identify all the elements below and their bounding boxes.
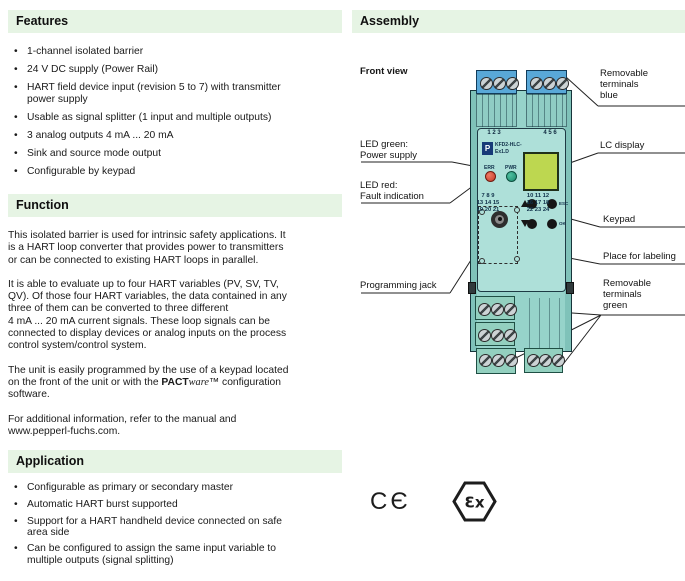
paragraph-line: 4 mA ... 20 mA current signals. These loop signals can be bbox=[8, 315, 270, 327]
power-led bbox=[506, 171, 517, 182]
feature-item bbox=[8, 148, 342, 160]
terminal-feet bbox=[476, 94, 517, 127]
application-line: • Support for a HART handheld device connected on safe bbox=[27, 515, 282, 527]
left-column bbox=[8, 10, 342, 571]
terminal-screw bbox=[480, 77, 493, 90]
terminal-feet bbox=[526, 94, 567, 127]
housing-bottom-slots bbox=[520, 298, 563, 348]
feature-line: • 1-channel isolated barrier bbox=[27, 46, 144, 57]
terminal-screw bbox=[478, 303, 491, 316]
feature-line: • Sink and source mode output bbox=[27, 147, 161, 159]
application-list bbox=[8, 482, 342, 566]
terminal-screw bbox=[527, 354, 540, 367]
terminal-screw bbox=[504, 303, 517, 316]
feature-line: • 3 analog outputs 4 mA ... 20 mA bbox=[27, 129, 174, 141]
features-list bbox=[8, 46, 342, 177]
lc-display bbox=[523, 152, 559, 191]
assembly-heading: Assembly bbox=[352, 10, 685, 33]
feature-item bbox=[8, 166, 342, 178]
terminal-numbers-bottom-right bbox=[521, 193, 555, 214]
number-row: 16 17 18 bbox=[526, 200, 550, 206]
website-url: www.pepperl-fuchs.com. bbox=[8, 425, 121, 437]
brand-name-bold: PACT bbox=[161, 376, 189, 388]
trademark-symbol: ™ bbox=[208, 376, 220, 388]
paragraph-line: The unit is easily programmed by the use of a keypad located bbox=[8, 364, 289, 376]
led-error-label: ERR bbox=[484, 165, 495, 171]
paragraph-line: connected to display devices or analog inputs on the process bbox=[8, 328, 287, 340]
callout-line: Removable bbox=[600, 68, 649, 79]
function-paragraph bbox=[8, 279, 342, 353]
mounting-hole bbox=[514, 256, 520, 262]
terminal-screw bbox=[552, 354, 565, 367]
function-paragraph bbox=[8, 365, 342, 402]
ok-button bbox=[547, 219, 557, 229]
terminals-blue-callout bbox=[600, 68, 648, 101]
terminal-screw bbox=[543, 77, 556, 90]
terminal-screw bbox=[493, 77, 506, 90]
feature-line: • Usable as signal splitter (1 input and multiple outputs) bbox=[27, 111, 272, 123]
application-line: • Configurable as primary or secondary master bbox=[27, 482, 234, 494]
blue-terminal-block bbox=[476, 70, 517, 94]
green-terminal-block bbox=[475, 296, 515, 320]
error-led bbox=[485, 171, 496, 182]
text-run: on the front of the unit or with the bbox=[8, 376, 162, 388]
feature-item bbox=[8, 130, 342, 142]
terminal-screw bbox=[491, 329, 504, 342]
function-paragraph bbox=[8, 230, 342, 267]
assembly-section bbox=[352, 0, 685, 581]
application-line: multiple outputs (signal splitting) bbox=[27, 554, 174, 566]
callout-line: Power supply bbox=[360, 150, 418, 161]
application-line: area side bbox=[27, 526, 70, 538]
mounting-clip bbox=[566, 282, 574, 294]
callout-line: Removable bbox=[603, 278, 652, 289]
paragraph-line: control system/control system. bbox=[8, 340, 147, 352]
text-run: configuration bbox=[219, 376, 282, 388]
place-for-labeling-callout: Place for labeling bbox=[603, 251, 676, 262]
number-row: 13 14 15 bbox=[476, 200, 500, 206]
application-heading: Application bbox=[8, 450, 342, 473]
programming-jack-callout: Programming jack bbox=[360, 280, 437, 291]
feature-item bbox=[8, 112, 342, 124]
paragraph-line: is a HART loop converter that provides power to transmitters bbox=[8, 242, 284, 254]
terminal-screw bbox=[478, 329, 491, 342]
front-view-label: Front view bbox=[360, 66, 408, 77]
led-power-label: PWR bbox=[505, 165, 517, 171]
model-line: KFD2-HLC- bbox=[495, 142, 522, 148]
callout-line: green bbox=[603, 300, 628, 311]
lc-display-callout: LC display bbox=[600, 140, 645, 151]
features-heading: Features bbox=[8, 10, 342, 33]
paragraph-line: three of them can be converted to three different bbox=[8, 303, 229, 315]
terminal-screw bbox=[556, 77, 569, 90]
feature-line: • HART field device input (revision 5 to 7) with transmitter bbox=[27, 82, 281, 93]
number-row: 7 8 9 bbox=[481, 193, 495, 199]
feature-item bbox=[8, 46, 342, 58]
keypad-callout: Keypad bbox=[603, 214, 636, 225]
terminals-green-callout bbox=[603, 278, 651, 311]
feature-line: • 24 V DC supply (Power Rail) bbox=[27, 64, 159, 75]
green-terminal-block bbox=[524, 348, 563, 373]
blue-terminal-block bbox=[526, 70, 567, 94]
application-item bbox=[8, 516, 342, 538]
terminal-screw bbox=[491, 303, 504, 316]
paragraph-line: This isolated barrier is used for intrinsic safety applications. It bbox=[8, 230, 286, 241]
paragraph-line: QV). Of those four HART variables, the data contained in any bbox=[8, 291, 287, 303]
terminal-screw bbox=[506, 77, 519, 90]
model-line: Ex1.D bbox=[495, 148, 509, 155]
application-line: • Automatic HART burst supported bbox=[27, 498, 178, 510]
terminal-screw bbox=[479, 354, 492, 367]
number-row: 22 23 24 bbox=[526, 207, 550, 213]
mounting-clip bbox=[468, 282, 476, 294]
callout-line: terminals bbox=[600, 79, 639, 90]
feature-line: power supply bbox=[27, 93, 88, 105]
green-terminal-block bbox=[475, 322, 515, 346]
number-row: 10 11 12 bbox=[526, 193, 550, 199]
ok-button-label: OK bbox=[559, 221, 566, 226]
ex-mark-icon bbox=[452, 481, 498, 523]
ex-mark-text: Ɛx bbox=[464, 493, 485, 512]
green-terminal-block bbox=[476, 348, 516, 374]
application-item bbox=[8, 543, 342, 565]
paragraph-line: or can be connected to existing HART loops in parallel. bbox=[8, 254, 259, 266]
callout-line: LED green: bbox=[360, 139, 409, 150]
terminal-numbers-top-right: 4 5 6 bbox=[543, 130, 557, 136]
feature-line: • Configurable by keypad bbox=[27, 165, 136, 177]
mounting-hole bbox=[479, 258, 485, 264]
paragraph-line bbox=[8, 377, 342, 389]
callout-line: LED red: bbox=[360, 180, 398, 191]
model-label bbox=[495, 142, 522, 155]
paragraph-line: software. bbox=[8, 389, 50, 401]
callout-line: Fault indication bbox=[360, 191, 424, 202]
application-item bbox=[8, 482, 342, 493]
mounting-hole bbox=[514, 207, 520, 213]
terminal-numbers-bottom-left bbox=[471, 193, 505, 214]
terminal-screw bbox=[504, 329, 517, 342]
led-red-callout bbox=[360, 180, 424, 202]
device-front-view bbox=[470, 70, 572, 380]
number-row: 19 20 21 bbox=[476, 207, 500, 213]
paragraph-line: It is able to evaluate up to four HART variables (PV, SV, TV, bbox=[8, 278, 279, 290]
terminal-screw bbox=[539, 354, 552, 367]
function-paragraph bbox=[8, 414, 342, 439]
function-heading: Function bbox=[8, 194, 342, 217]
led-green-callout bbox=[360, 139, 417, 161]
programming-jack-hole bbox=[498, 217, 502, 221]
terminal-screw bbox=[530, 77, 543, 90]
brand-name-italic: ware bbox=[188, 376, 209, 388]
esc-button-label: ESC bbox=[559, 201, 569, 206]
terminal-screw bbox=[505, 354, 518, 367]
down-button bbox=[527, 219, 537, 229]
callout-line: terminals bbox=[603, 289, 642, 300]
feature-item bbox=[8, 64, 342, 76]
brand-logo: P bbox=[482, 142, 493, 155]
application-item bbox=[8, 499, 342, 510]
application-line: • Can be configured to assign the same input variable to bbox=[27, 543, 276, 555]
terminal-screw bbox=[492, 354, 505, 367]
terminal-numbers-top-left: 1 2 3 bbox=[487, 130, 501, 136]
paragraph-line: For additional information, refer to the manual and bbox=[8, 413, 237, 425]
callout-line: blue bbox=[600, 90, 618, 101]
feature-item bbox=[8, 82, 342, 105]
ce-mark-icon: CЄ bbox=[370, 488, 411, 515]
